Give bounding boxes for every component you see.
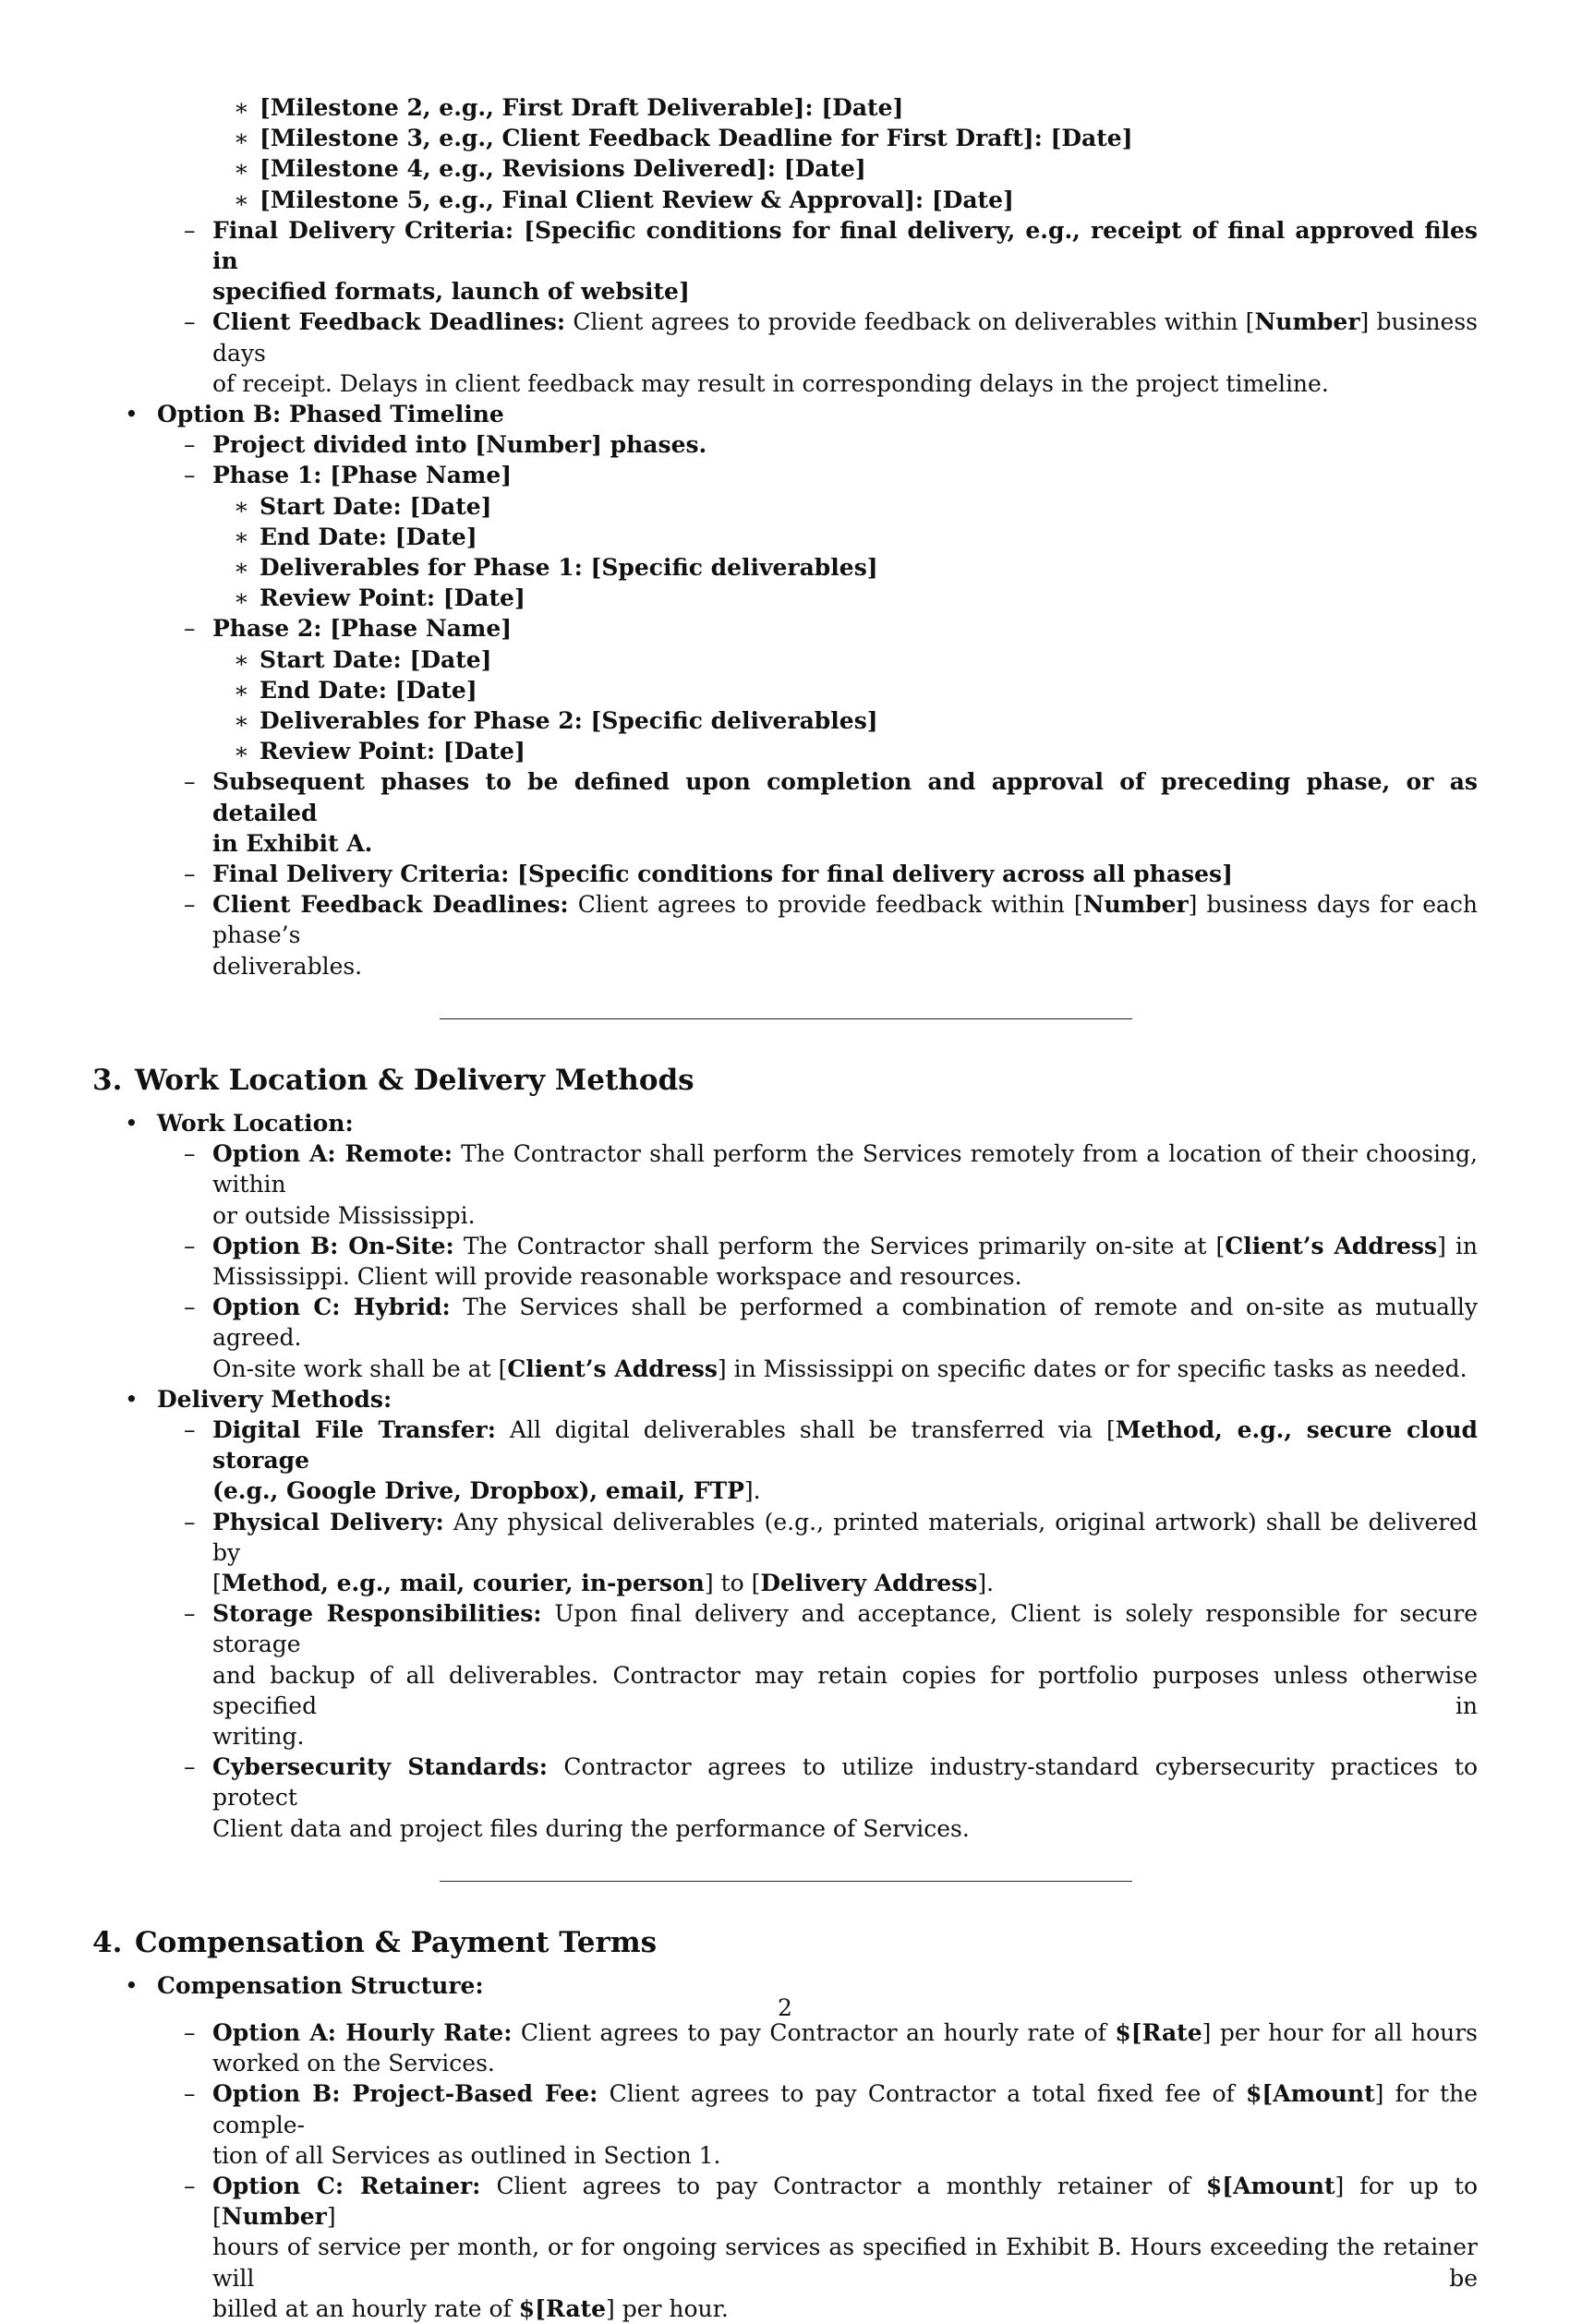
option-b-onsite-cont: Mississippi. Client will provide reasonable workspace and resources. bbox=[212, 1262, 1022, 1290]
phase-item: ∗ Deliverables for Phase 2: [Specific deliverables] bbox=[234, 707, 878, 735]
subsequent-phases: – Subsequent phases to be defined upon completion and approval of preceding phase, or as detailed bbox=[184, 768, 1478, 826]
option-c-hybrid: – Option C: Hybrid: The Services shall be performed a combination of remote and on-site as mutually agreed. bbox=[184, 1294, 1479, 1352]
option-b-project-fee: – Option B: Project-Based Fee: Client agrees to pay Contractor a total fixed fee of $[Amount] for the comple- bbox=[184, 2080, 1478, 2138]
page-content bbox=[92, 92, 1478, 2324]
milestone-item: ∗ [Milestone 2, e.g., First Draft Deliverable]: [Date] bbox=[234, 94, 904, 121]
milestone-item: ∗ [Milestone 5, e.g., Final Client Review & Approval]: [Date] bbox=[234, 186, 1014, 213]
option-a-hourly-rate-cont: worked on the Services. bbox=[212, 2050, 495, 2077]
section-3-heading: 3. Work Location & Delivery Methods bbox=[92, 1063, 694, 1097]
storage-responsibilities-cont: and backup of all deliverables. Contractor may retain copies for portfolio purposes unless otherwise specified in bbox=[212, 1661, 1478, 1719]
phases-count: – Project divided into [Number] phases. bbox=[184, 431, 707, 459]
client-feedback-deadlines: – Client Feedback Deadlines: Client agrees to provide feedback on deliverables within [Number] business days bbox=[184, 308, 1478, 367]
phase-item: ∗ End Date: [Date] bbox=[234, 676, 477, 704]
final-delivery-criteria-cont: specified formats, launch of website] bbox=[212, 278, 690, 306]
option-c-hybrid-cont: On-site work shall be at [Client’s Address] in Mississippi on specific dates or for specific tasks as needed. bbox=[212, 1355, 1467, 1382]
milestone-item: ∗ [Milestone 3, e.g., Client Feedback Deadline for First Draft]: [Date] bbox=[234, 125, 1133, 152]
milestone-item: ∗ [Milestone 4, e.g., Revisions Delivered]: [Date] bbox=[234, 155, 866, 183]
option-c-retainer-cont2: billed at an hourly rate of $[Rate] per hour. bbox=[212, 2294, 729, 2322]
client-feedback-deadlines-cont: of receipt. Delays in client feedback may result in corresponding delays in the project timeline. bbox=[212, 369, 1329, 397]
digital-file-transfer: – Digital File Transfer: All digital deliverables shall be transferred via [Method, e.g., secure cloud storage bbox=[184, 1415, 1479, 1475]
compensation-structure-title: • Compensation Structure: bbox=[125, 1971, 484, 1999]
phase-item: ∗ Review Point: [Date] bbox=[234, 738, 525, 765]
section-4-heading: 4. Compensation & Payment Terms bbox=[92, 1925, 658, 1959]
cybersecurity-standards-cont: Client data and project files during the performance of Services. bbox=[212, 1814, 970, 1842]
storage-responsibilities: – Storage Responsibilities: Upon final delivery and acceptance, Client is solely responsible for secure storage bbox=[184, 1600, 1478, 1658]
final-delivery-criteria: – Final Delivery Criteria: [Specific conditions for final delivery, e.g., receipt of final approved files in bbox=[184, 216, 1478, 275]
phase-1-title: – Phase 1: [Phase Name] bbox=[184, 462, 513, 489]
option-c-retainer-cont: hours of service per month, or for ongoing services as specified in Exhibit B. Hours exceeding the retainer will be bbox=[212, 2234, 1478, 2292]
option-b-onsite: – Option B: On-Site: The Contractor shall perform the Services primarily on-site at [Client’s Address] in bbox=[184, 1232, 1479, 1259]
phase-item: ∗ End Date: [Date] bbox=[234, 523, 477, 550]
physical-delivery: – Physical Delivery: Any physical deliverables (e.g., printed materials, original artwork) shall be delivered by bbox=[184, 1508, 1478, 1566]
option-b-project-fee-cont: tion of all Services as outlined in Section 1. bbox=[212, 2141, 721, 2169]
client-feedback-deadlines-phases: – Client Feedback Deadlines: Client agrees to provide feedback within [Number] business days for each phase’s bbox=[184, 891, 1478, 949]
delivery-methods-title: • Delivery Methods: bbox=[125, 1385, 392, 1413]
option-a-remote-cont: or outside Mississippi. bbox=[212, 1201, 476, 1229]
phase-item: ∗ Review Point: [Date] bbox=[234, 584, 525, 612]
phase-item: ∗ Deliverables for Phase 1: [Specific deliverables] bbox=[234, 554, 878, 582]
final-delivery-criteria-phases: – Final Delivery Criteria: [Specific conditions for final delivery across all phases] bbox=[184, 861, 1233, 888]
digital-file-transfer-cont: (e.g., Google Drive, Dropbox), email, FTP]. bbox=[212, 1477, 761, 1505]
option-a-remote: – Option A: Remote: The Contractor shall perform the Services remotely from a location of their choosing, within bbox=[184, 1140, 1478, 1198]
client-feedback-deadlines-phases-cont: deliverables. bbox=[212, 952, 363, 980]
option-b-phased-timeline: • Option B: Phased Timeline bbox=[125, 401, 504, 428]
storage-responsibilities-cont2: writing. bbox=[212, 1722, 305, 1750]
physical-delivery-cont: [Method, e.g., mail, courier, in-person] to [Delivery Address]. bbox=[212, 1569, 995, 1596]
page-number: 2 bbox=[778, 1994, 792, 2021]
option-c-retainer: – Option C: Retainer: Client agrees to pay Contractor a monthly retainer of $[Amount] for up to [Number] bbox=[184, 2172, 1478, 2231]
phase-2-title: – Phase 2: [Phase Name] bbox=[184, 615, 513, 643]
cybersecurity-standards: – Cybersecurity Standards: Contractor agrees to utilize industry-standard cybersecurity practices to protect bbox=[184, 1753, 1478, 1812]
work-location-title: • Work Location: bbox=[125, 1109, 354, 1137]
phase-item: ∗ Start Date: [Date] bbox=[234, 645, 492, 673]
option-a-hourly-rate: – Option A: Hourly Rate: Client agrees to pay Contractor an hourly rate of $[Rate] per hour for all hours bbox=[184, 2018, 1478, 2046]
subsequent-phases-cont: in Exhibit A. bbox=[212, 829, 373, 857]
phase-item: ∗ Start Date: [Date] bbox=[234, 492, 492, 520]
